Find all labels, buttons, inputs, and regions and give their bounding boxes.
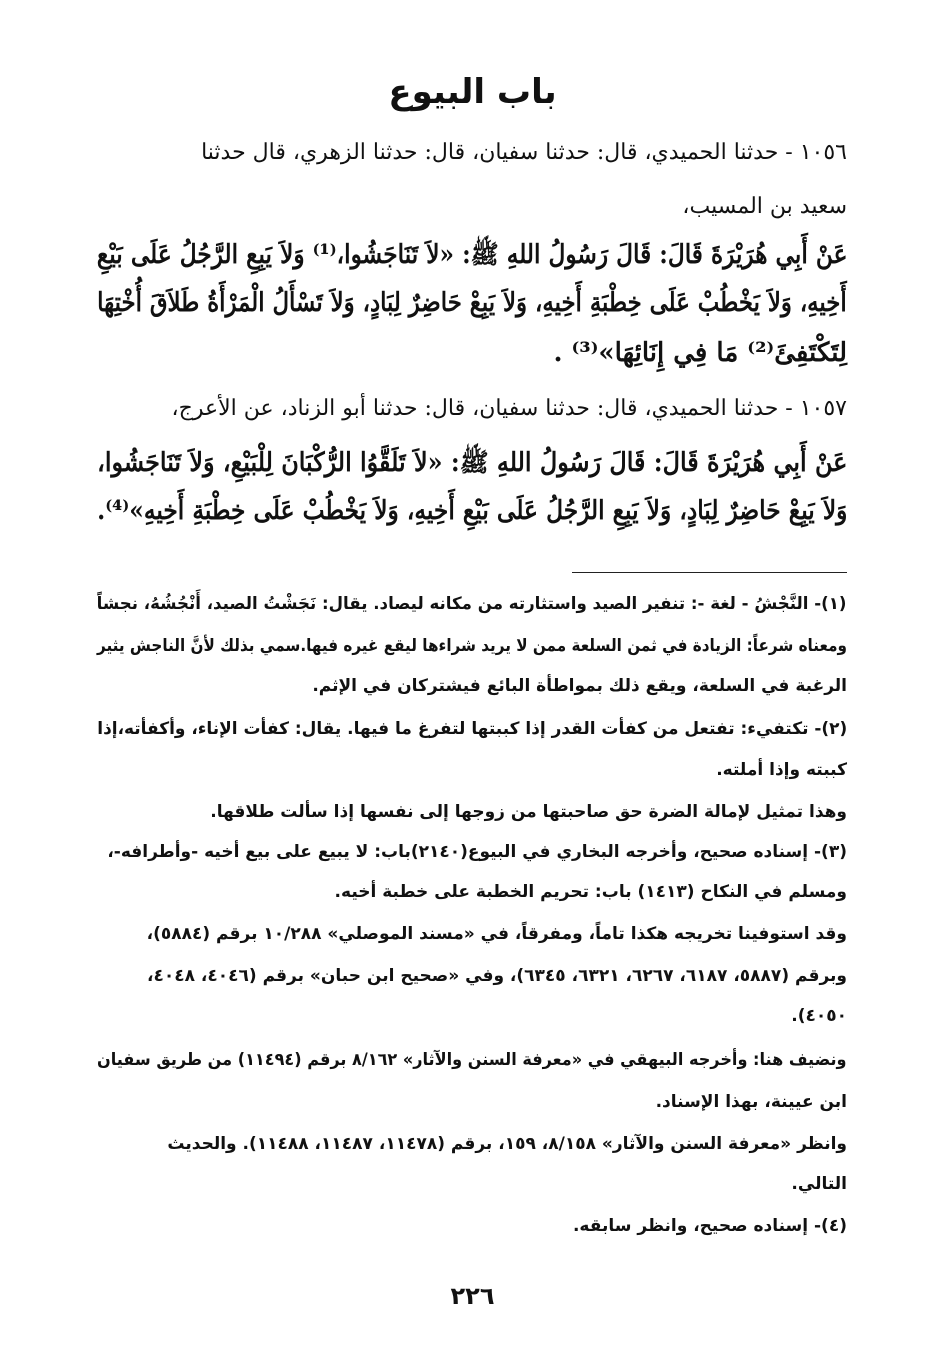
footnote-4: (٤)- إسناده صحيح، وانظر سابقه.	[572, 1216, 847, 1236]
footnote-3-line1: (٣)- إسناده صحيح، وأخرجه البخاري في البيوع(٢١٤٠)باب: لا يبيع على بيع أخيه -وأطرافه-،	[107, 842, 847, 862]
page-number: ٢٢٦	[450, 1282, 495, 1310]
footnote-2-line1: (٢)- تكتفيء: تفتعل من كفأت القدر إذا كببتها لتفرغ ما فيها. يقال: كفأت الإناء، وأكفأته،إذا	[97, 719, 847, 739]
footnote-3-line2: ومسلم في النكاح (١٤١٣) باب: تحريم الخطبة على خطبة أخيه.	[334, 882, 847, 902]
footnote-3-line7: ابن عيينة، بهذا الإسناد.	[655, 1092, 847, 1112]
footnote-3-line5: ٤٠٥٠).	[791, 1006, 847, 1026]
hadith-1057-matn-line1: عَنْ أَبِي هُرَيْرَةَ قَالَ: قَالَ رَسُولُ اللهِ ﷺ: «لاَ تَلَقَّوُا الرُّكْبَانَ لِلْبَيْعِ، وَلاَ تَنَاجَشُوا،	[96, 448, 847, 478]
hadith-1056-isnad-line1: ١٠٥٦ - حدثنا الحميدي، قال: حدثنا سفيان، قال: حدثنا الزهري، قال حدثنا	[201, 140, 847, 165]
footnote-1-line1: (١)- النَّجْشُ - لغة -: تنفير الصيد واستثارته من مكانه ليصاد. يقال: نَجَشْتُ الصيد، أَنْجُشُهُ، نجشاً	[97, 594, 847, 614]
footnote-3-line4: وبرقم (٥٨٨٧، ٦١٨٧، ٦٢٦٧، ٦٣٢١، ٦٣٤٥)، وفي «صحيح ابن حبان» برقم (٤٠٤٦، ٤٠٤٨،	[147, 966, 847, 986]
footnote-2-line2: كببته وإذا أملته.	[716, 760, 847, 780]
footnote-separator	[572, 572, 847, 573]
footnote-3-line3: وقد استوفينا تخريجه هكذا تاماً، ومفرقاً، في «مسند الموصلي» ١٠/٢٨٨ برقم (٥٨٨٤)،	[146, 924, 847, 944]
footnote-1-line2: ومعناه شرعاً: الزيادة في ثمن السلعة ممن لا يريد شراءها ليقع غيره فيها.سمي بذلك لأنَّ الناجش يثير	[97, 636, 847, 656]
chapter-title: باب البيوع	[388, 72, 557, 112]
hadith-1057-isnad-line1: ١٠٥٧ - حدثنا الحميدي، قال: حدثنا سفيان، قال: حدثنا أبو الزناد، عن الأعرج،	[171, 396, 847, 421]
footnote-3-line9: التالي.	[791, 1174, 847, 1194]
hadith-1056-matn-line3: لِتَكْتَفِئَ⁽²⁾ مَا فِي إِنَائِهَا»⁽³⁾ .	[553, 338, 847, 368]
hadith-1056-matn-line2: أَخِيهِ، وَلاَ يَخْطُبْ عَلَى خِطْبَةِ أَخِيهِ، وَلاَ يَبِعْ حَاضِرٌ لِبَادٍ، وَلاَ تَسْأَلُ الْمَرْأَةُ طَلاَقَ أُخْتِهَا	[97, 288, 847, 318]
hadith-1056-isnad-line2: سعيد بن المسيب،	[682, 194, 847, 219]
hadith-1056-matn-line1: عَنْ أَبِي هُرَيْرَةَ قَالَ: قَالَ رَسُولُ اللهِ ﷺ: «لاَ تَنَاجَشُوا،⁽¹⁾ وَلاَ يَبِعِ الرَّجُلُ عَلَى بَيْعِ	[96, 240, 847, 270]
footnote-3-line8: وانظر «معرفة السنن والآثار» ٨/١٥٨، ١٥٩، برقم (١١٤٧٨، ١١٤٨٧، ١١٤٨٨). والحديث	[167, 1134, 847, 1154]
footnote-2-line3: وهذا تمثيل لإمالة الضرة حق صاحبتها من زوجها إلى نفسها إذا سألت طلاقها.	[210, 802, 847, 822]
footnote-3-line6: ونضيف هنا: وأخرجه البيهقي في «معرفة السنن والآثار» ٨/١٦٢ برقم (١١٤٩٤) من طريق سفيان	[97, 1050, 847, 1070]
hadith-1057-matn-line2: وَلاَ يَبِعْ حَاضِرٌ لِبَادٍ، وَلاَ يَبِعِ الرَّجُلُ عَلَى بَيْعِ أَخِيهِ، وَلاَ يَخْطُبْ عَلَى خِطْبَةِ أَخِيهِ»⁽⁴⁾.	[96, 496, 848, 526]
footnote-1-line3: الرغبة في السلعة، ويقع ذلك بمواطأة البائع فيشتركان في الإثم.	[312, 676, 847, 696]
